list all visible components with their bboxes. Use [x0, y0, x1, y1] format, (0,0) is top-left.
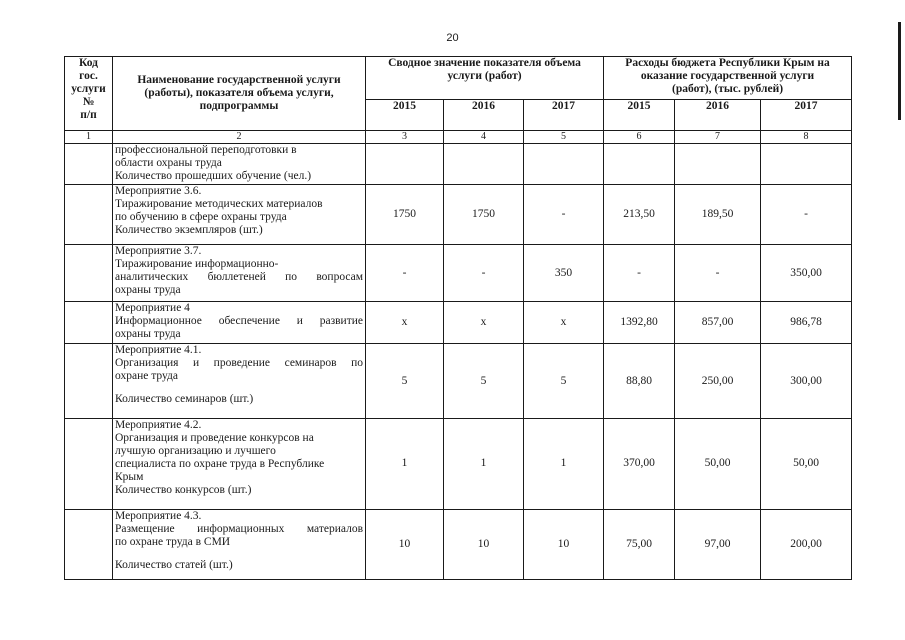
value-cell: [524, 143, 604, 184]
value-cell: -: [444, 245, 524, 302]
code-cell: [65, 185, 113, 245]
value-cell: 300,00: [761, 343, 852, 419]
header-volume: Сводное значение показателя объема услуги (работ): [366, 57, 604, 100]
value-cell: 50,00: [675, 419, 761, 509]
header-year: 2016: [444, 100, 524, 130]
value-cell: 213,50: [604, 185, 675, 245]
name-cell: Мероприятие 4.1. Организация и проведение семинаров по охране труда Количество семинаров (шт.): [113, 343, 366, 419]
value-cell: 189,50: [675, 185, 761, 245]
value-cell: х: [444, 302, 524, 343]
value-cell: -: [604, 245, 675, 302]
value-cell: 75,00: [604, 509, 675, 579]
value-cell: 1: [366, 419, 444, 509]
value-cell: [675, 143, 761, 184]
header-year: 2017: [761, 100, 852, 130]
header-year: 2015: [366, 100, 444, 130]
table-row: [65, 509, 852, 579]
table-row: [65, 302, 852, 343]
value-cell: -: [761, 185, 852, 245]
table-row: [65, 245, 852, 302]
value-cell: 370,00: [604, 419, 675, 509]
value-cell: 1: [444, 419, 524, 509]
value-cell: 50,00: [761, 419, 852, 509]
column-number: 8: [761, 130, 852, 143]
value-cell: 5: [524, 343, 604, 419]
column-number: 3: [366, 130, 444, 143]
page-edge-mark: [898, 22, 901, 120]
value-cell: 5: [444, 343, 524, 419]
name-cell: Мероприятие 3.7. Тиражирование информационно- аналитических бюллетеней по вопросам охраны труда: [113, 245, 366, 302]
name-cell: Мероприятие 4.3. Размещение информационных материалов по охране труда в СМИ Количество статей (шт.): [113, 509, 366, 579]
page-number: 20: [446, 32, 459, 44]
value-cell: 1: [524, 419, 604, 509]
code-cell: [65, 302, 113, 343]
column-number: 5: [524, 130, 604, 143]
value-cell: [604, 143, 675, 184]
value-cell: 10: [444, 509, 524, 579]
header-expenses: Расходы бюджета Республики Крым на оказание государственной услуги (работ), (тыс. рублей): [604, 57, 852, 100]
value-cell: [761, 143, 852, 184]
table-row: [65, 143, 852, 184]
header-name: Наименование государственной услуги (работы), показателя объема услуги, подпрограммы: [113, 57, 366, 131]
value-cell: 10: [524, 509, 604, 579]
header-year: 2017: [524, 100, 604, 130]
column-number-row: [65, 130, 852, 143]
code-cell: [65, 143, 113, 184]
value-cell: 88,80: [604, 343, 675, 419]
value-cell: -: [524, 185, 604, 245]
value-cell: 857,00: [675, 302, 761, 343]
column-number: 2: [113, 130, 366, 143]
header-year: 2016: [675, 100, 761, 130]
table-row: [65, 343, 852, 419]
column-number: 4: [444, 130, 524, 143]
column-number: 1: [65, 130, 113, 143]
budget-table: [64, 56, 852, 580]
table-row: [65, 185, 852, 245]
value-cell: 1392,80: [604, 302, 675, 343]
table-row: [65, 419, 852, 509]
name-cell: Мероприятие 4 Информационное обеспечение и развитие охраны труда: [113, 302, 366, 343]
value-cell: х: [524, 302, 604, 343]
column-number: 6: [604, 130, 675, 143]
code-cell: [65, 419, 113, 509]
value-cell: [366, 143, 444, 184]
value-cell: 1750: [366, 185, 444, 245]
value-cell: 250,00: [675, 343, 761, 419]
code-cell: [65, 343, 113, 419]
value-cell: -: [366, 245, 444, 302]
value-cell: 986,78: [761, 302, 852, 343]
value-cell: 10: [366, 509, 444, 579]
value-cell: [444, 143, 524, 184]
value-cell: 350: [524, 245, 604, 302]
value-cell: х: [366, 302, 444, 343]
value-cell: -: [675, 245, 761, 302]
header-year: 2015: [604, 100, 675, 130]
value-cell: 1750: [444, 185, 524, 245]
value-cell: 5: [366, 343, 444, 419]
value-cell: 97,00: [675, 509, 761, 579]
column-number: 7: [675, 130, 761, 143]
name-cell: Мероприятие 4.2. Организация и проведение конкурсов на лучшую организацию и лучшего специалиста по охране труда в Республике Крым Количество конкурсов (шт.): [113, 419, 366, 509]
code-cell: [65, 509, 113, 579]
name-cell: Мероприятие 3.6. Тиражирование методических материалов по обучению в сфере охраны труда Количество экземпляров (шт.): [113, 185, 366, 245]
value-cell: 200,00: [761, 509, 852, 579]
code-cell: [65, 245, 113, 302]
value-cell: 350,00: [761, 245, 852, 302]
name-cell: профессиональной переподготовки в области охраны труда Количество прошедших обучение (чел.): [113, 143, 366, 184]
header-code: Код гос. услуги № п/п: [65, 57, 113, 131]
